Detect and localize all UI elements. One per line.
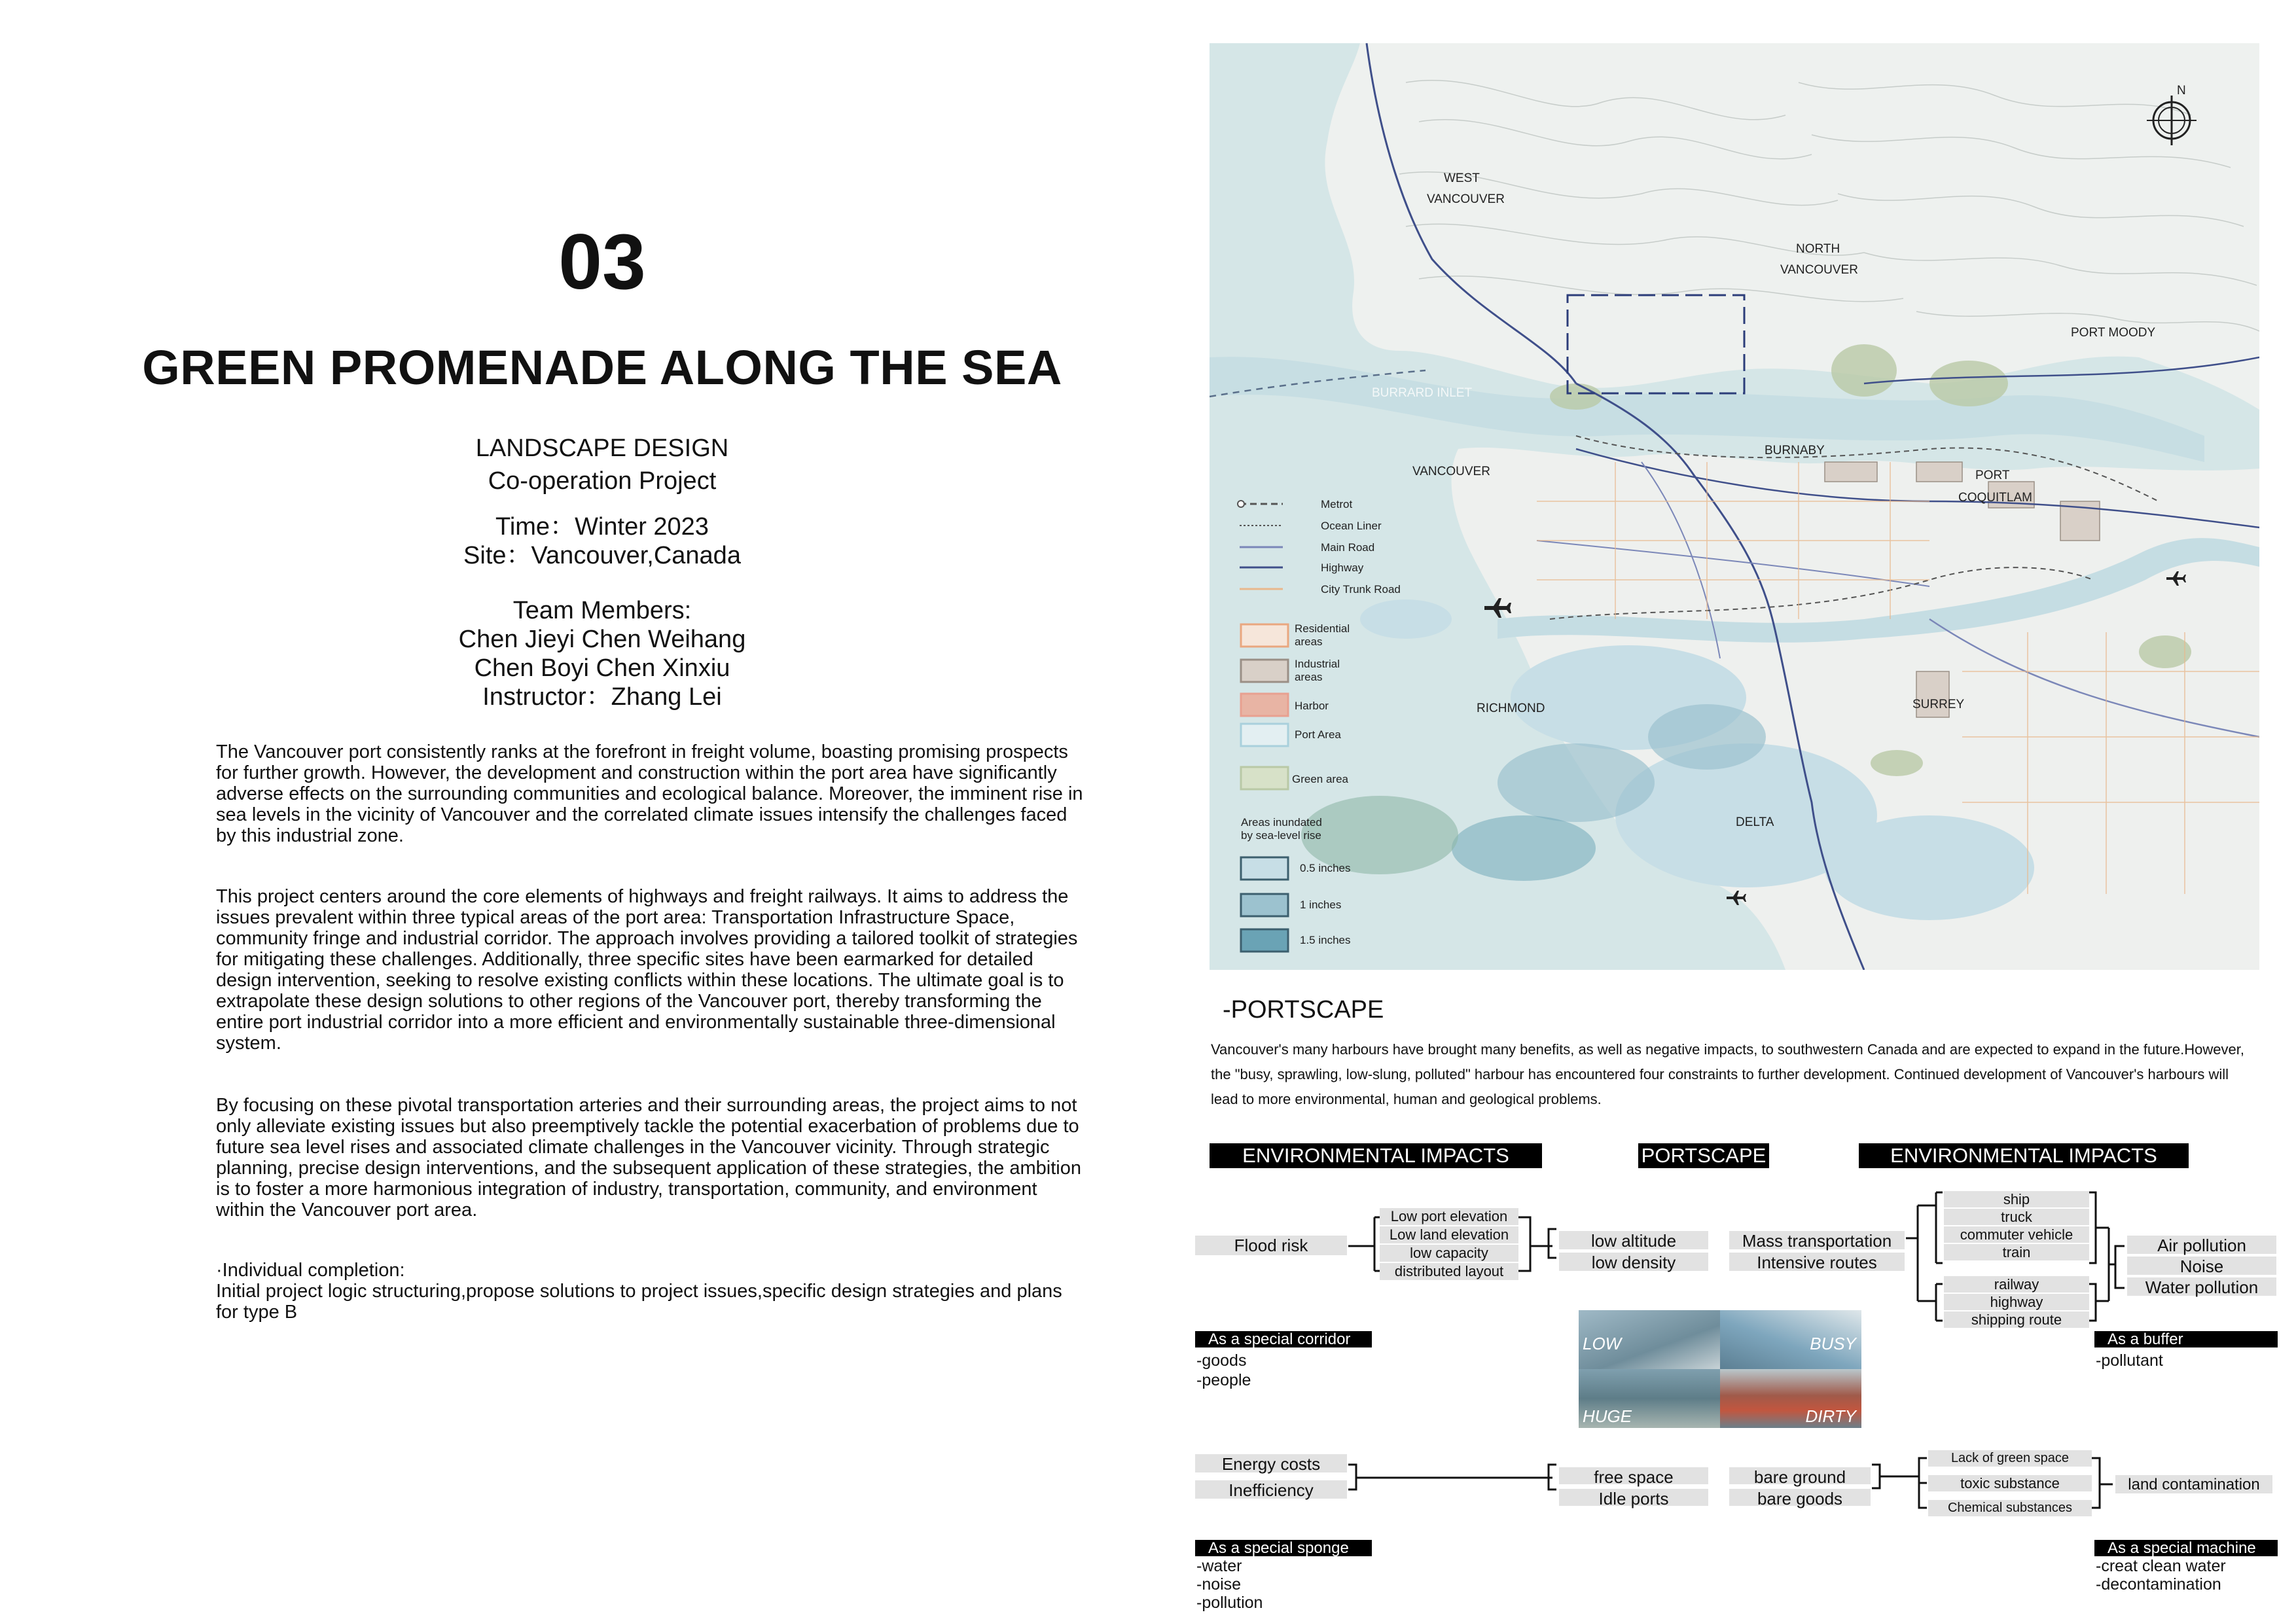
elevation-item-4: distributed layout: [1380, 1263, 1518, 1280]
legend-ocean-liner: Ocean Liner: [1321, 520, 1382, 532]
individual-label: ·Individual completion:: [216, 1260, 405, 1281]
low-altitude-box: low altitude: [1559, 1231, 1708, 1249]
inefficiency-box: Inefficiency: [1195, 1480, 1347, 1499]
place-burnaby: BURNABY: [1765, 444, 1825, 457]
photo-word-busy: BUSY: [1810, 1334, 1856, 1353]
portscape-description: Vancouver's many harbours have brought many benefits, as well as negative impacts, to southwestern Canada and are expected to expand in the future.However, the "busy, sprawling, low-slung, polluted" harbour has encountered four constraints to further development. Continued development of Vancouver's harbours will lead to more environmental, human and geological problems.: [1211, 1041, 2244, 1107]
water-pollution-box: Water pollution: [2127, 1277, 2276, 1296]
elevation-item-3: low capacity: [1380, 1245, 1518, 1262]
subtitle-landscape: LANDSCAPE DESIGN: [475, 435, 729, 462]
air-pollution-box: Air pollution: [2127, 1236, 2276, 1254]
photo-word-dirty: DIRTY: [1805, 1406, 1856, 1426]
project-site: Site：Vancouver,Canada: [463, 542, 741, 569]
vehicle-ship: ship: [1944, 1191, 2089, 1207]
sponge-item-water: -water: [1196, 1557, 1242, 1575]
legend-industrial-2: areas: [1295, 671, 1323, 683]
elevation-item-1: Low port elevation: [1380, 1208, 1518, 1225]
place-port-coquitlam-1: PORT: [1975, 469, 2010, 482]
place-vancouver: VANCOUVER: [1412, 465, 1490, 478]
sponge-label: As a special sponge: [1195, 1540, 1372, 1556]
sponge-item-noise: -noise: [1196, 1575, 1242, 1594]
port-photo-collage: [1579, 1310, 1861, 1428]
legend-inundated-2: by sea-level rise: [1241, 829, 1321, 842]
north-label: N: [2177, 84, 2186, 98]
soil-item-toxic: toxic substance: [1928, 1475, 2092, 1491]
place-delta: DELTA: [1736, 815, 1774, 829]
individual-text: Initial project logic structuring,propose solutions to project issues,specific design strategies and plans for type B: [216, 1281, 1062, 1323]
team-label: Team Members:: [512, 597, 692, 624]
bare-goods-box: bare goods: [1729, 1489, 1871, 1506]
subtitle-cooperation: Co-operation Project: [488, 467, 717, 495]
machine-label: As a special machine: [2094, 1540, 2278, 1556]
flood-risk-box: Flood risk: [1195, 1236, 1347, 1255]
legend-highway: Highway: [1321, 562, 1364, 574]
place-north-vancouver-2: VANCOUVER: [1780, 263, 1858, 277]
legend-level-2: 1 inches: [1300, 899, 1342, 911]
low-density-box: low density: [1559, 1253, 1708, 1271]
vehicle-train: train: [1944, 1244, 2089, 1260]
team-members-2: Chen Boyi Chen Xinxiu: [474, 654, 730, 682]
legend-residential-1: Residential: [1295, 622, 1350, 635]
soil-item-chemical: Chemical substances: [1928, 1500, 2092, 1516]
corridor-item-people: -people: [1196, 1371, 1251, 1389]
legend-industrial-1: Industrial: [1295, 658, 1340, 670]
sponge-item-pollution: -pollution: [1196, 1594, 1263, 1612]
project-time: Time：Winter 2023: [495, 513, 709, 541]
legend-metro: Metrot: [1321, 498, 1353, 510]
energy-costs-box: Energy costs: [1195, 1454, 1347, 1472]
place-burrard-inlet: BURRARD INLET: [1372, 386, 1473, 400]
intro-paragraph-3: By focusing on these pivotal transportation arteries and their surrounding areas, the project aims to not only alleviate existing issues but also preemptively tackle the potential exacerbation of problems due to future sea level rises and associated climate challenges in the Vancouver vicinity. Through strategic planning, precise design interventions, and the subsequent application of these strategies, the ambition is to foster a more harmonious integration of industry, transportation, community, and environment within the Vancouver port area.: [216, 1095, 1081, 1221]
header-env-impacts-right: ENVIRONMENTAL IMPACTS: [1859, 1143, 2189, 1168]
noise-box: Noise: [2127, 1257, 2276, 1275]
portscape-title: -PORTSCAPE: [1223, 996, 1384, 1024]
legend-level-3: 1.5 inches: [1300, 934, 1351, 946]
idle-ports-box: Idle ports: [1559, 1489, 1708, 1506]
free-space-box: free space: [1559, 1467, 1708, 1484]
project-title: GREEN PROMENADE ALONG THE SEA: [142, 340, 1062, 395]
route-highway: highway: [1944, 1294, 2089, 1310]
route-railway: railway: [1944, 1276, 2089, 1293]
legend-port-area: Port Area: [1295, 728, 1341, 741]
place-port-moody: PORT MOODY: [2071, 326, 2156, 340]
elevation-item-2: Low land elevation: [1380, 1226, 1518, 1243]
place-north-vancouver-1: NORTH: [1796, 242, 1840, 256]
legend-city-trunk-road: City Trunk Road: [1321, 583, 1401, 596]
photo-word-huge: HUGE: [1583, 1406, 1632, 1426]
buffer-label: As a buffer: [2094, 1331, 2278, 1347]
photo-word-low: LOW: [1583, 1334, 1622, 1353]
legend-main-road: Main Road: [1321, 541, 1375, 554]
mass-transportation-box: Mass transportation: [1729, 1231, 1905, 1249]
route-shipping: shipping route: [1944, 1311, 2089, 1328]
header-env-impacts-left: ENVIRONMENTAL IMPACTS: [1210, 1143, 1542, 1168]
intro-paragraph-1: The Vancouver port consistently ranks at the forefront in freight volume, boasting promising prospects for further growth. However, the development and construction within the port area have significantly adverse effects on the surrounding communities and ecological balance. Moreover, the imminent rise in sea levels in the vicinity of Vancouver and the correlated climate issues intensify the challenges faced by this industrial zone.: [216, 741, 1083, 846]
team-members-1: Chen Jieyi Chen Weihang: [458, 626, 746, 653]
vehicle-truck: truck: [1944, 1209, 2089, 1225]
land-contamination-box: land contamination: [2115, 1475, 2272, 1493]
header-portscape: PORTSCAPE: [1638, 1143, 1769, 1168]
vehicle-commuter: commuter vehicle: [1944, 1226, 2089, 1243]
legend-inundated-1: Areas inundated: [1241, 816, 1322, 829]
corridor-item-goods: -goods: [1196, 1351, 1247, 1370]
site-map: [1210, 43, 2259, 970]
legend-level-1: 0.5 inches: [1300, 862, 1351, 874]
instructor: Instructor：Zhang Lei: [482, 683, 722, 711]
legend-harbor: Harbor: [1295, 700, 1329, 712]
bare-ground-box: bare ground: [1729, 1467, 1871, 1484]
place-surrey: SURREY: [1912, 698, 1965, 711]
machine-item-decontamination: -decontamination: [2096, 1575, 2221, 1594]
intro-paragraph-2: This project centers around the core elements of highways and freight railways. It aims to address the issues prevalent within three typical areas of the port area: Transportation Infrastructure Space, community fringe and industrial corridor. The approach involves providing a tailored toolkit of strategies for mitigating these challenges. Additionally, three specific sites have been earmarked for detailed design intervention, seeking to resolve existing conflicts within these locations. The ultimate goal is to extrapolate these design solutions to other regions of the Vancouver port, thereby transforming the entire port industrial corridor into a more efficient and environmentally sustainable three-dimensional system.: [216, 886, 1078, 1054]
place-port-coquitlam-2: COQUITLAM: [1958, 491, 2032, 505]
legend-green-area: Green area: [1292, 773, 1348, 785]
machine-item-clean-water: -creat clean water: [2096, 1557, 2226, 1575]
north-shore-land: [1325, 43, 2259, 410]
soil-item-green-space: Lack of green space: [1928, 1450, 2092, 1467]
corridor-label: As a special corridor: [1195, 1331, 1372, 1347]
place-west-vancouver-2: VANCOUVER: [1427, 192, 1505, 206]
place-west-vancouver-1: WEST: [1444, 171, 1480, 185]
project-number: 03: [558, 218, 646, 306]
intensive-routes-box: Intensive routes: [1729, 1253, 1905, 1271]
legend-residential-2: areas: [1295, 635, 1323, 648]
buffer-item-pollutant: -pollutant: [2096, 1351, 2163, 1370]
place-richmond: RICHMOND: [1477, 702, 1545, 715]
map-graphic: [1210, 43, 2259, 970]
